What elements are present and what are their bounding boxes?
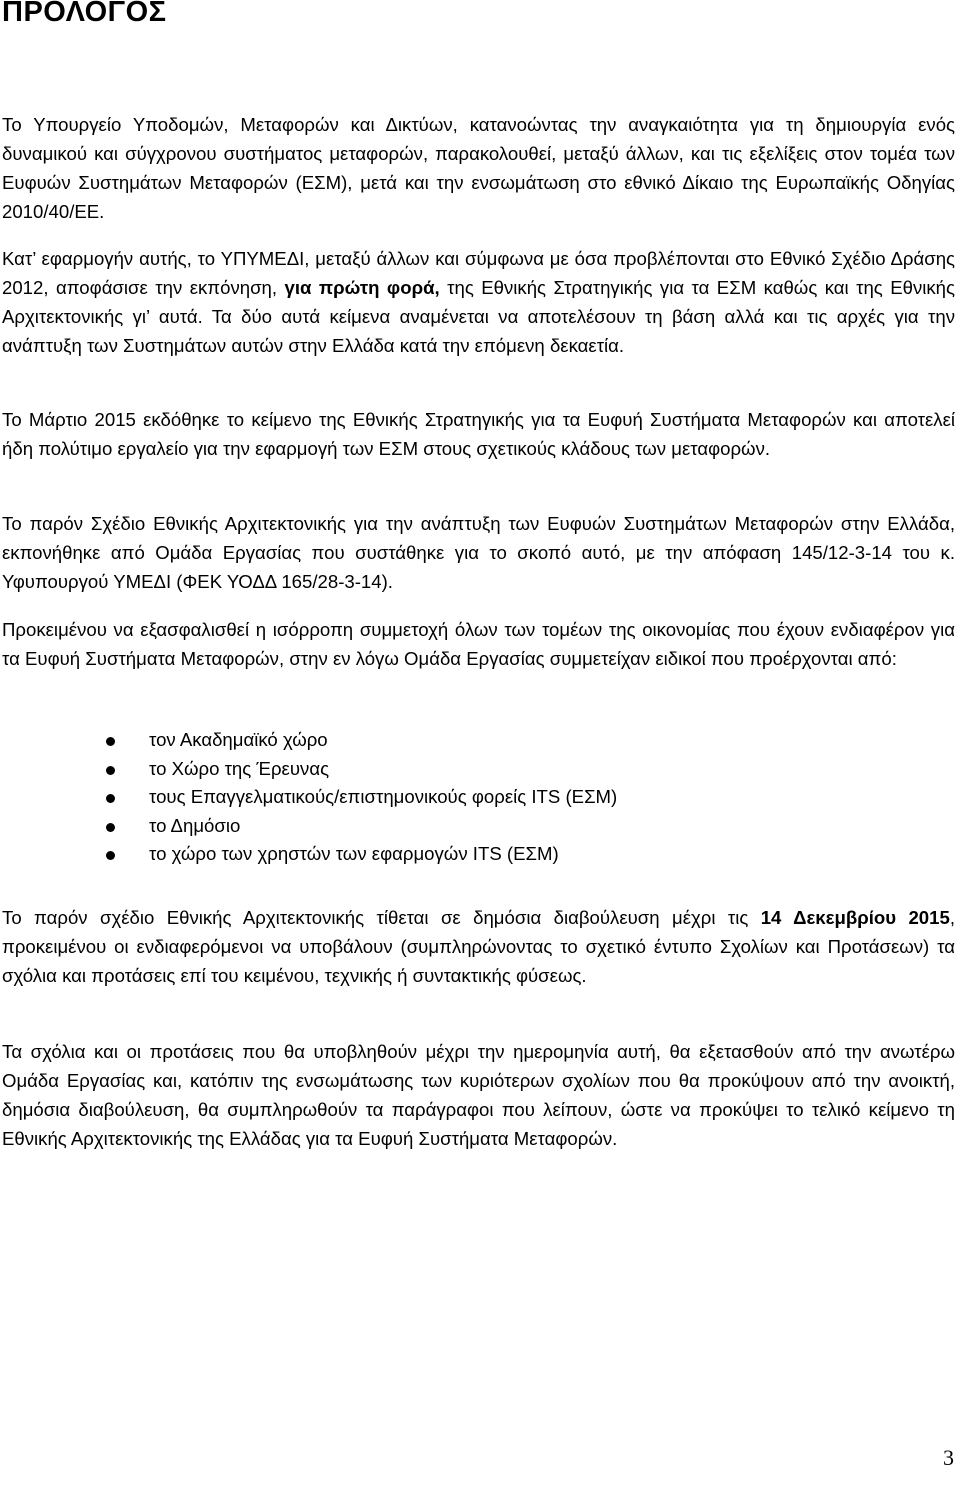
page-number: 3 (943, 1445, 954, 1470)
paragraph-participation: Προκειμένου να εξασφαλισθεί η ισόρροπη συμμετοχή όλων των τομέων της οικονομίας που έχουν ενδιαφέρον για τα Ευφυή Συστήματα Μεταφορών, στην εν λόγω Ομάδα Εργασίας συμμετείχαν ειδικοί που προέρχονται από: (2, 619, 955, 669)
paragraph-text: της Εθνικής Στρατηγικής για τα ΕΣΜ καθώς και της Εθνικής Αρχιτεκτονικής γι’ αυτά. Τα δύο αυτά κείμενα αναμένεται να αποτελέσουν τη βάση αλλά και τις αρχές για την ανάπτυξη των Συστημάτων αυτών στην Ελλάδα κατά την επόμενη δεκαετία. (2, 277, 955, 356)
paragraph-text: Κατ’ εφαρμογήν αυτής, το ΥΠΥΜΕΔΙ, μεταξύ άλλων και σύμφωνα με όσα προβλέπονται στο Εθνικό Σχέδιο Δράσης 2012, αποφάσισε την εκπόνηση, (2, 248, 955, 298)
list-item: τους Επαγγελματικούς/επιστημονικούς φορείς ITS (ΕΣΜ) (0, 783, 960, 812)
bullet-icon (106, 794, 115, 803)
bullet-icon (106, 823, 115, 832)
paragraph-working-group: Το παρόν Σχέδιο Εθνικής Αρχιτεκτονικής για την ανάπτυξη των Ευφυών Συστημάτων Μεταφορών στην Ελλάδα, εκπονήθηκε από Ομάδα Εργασίας που συστάθηκε για το σκοπό αυτό, με την απόφαση 145/12-3-14 του κ. Υφυπουργού ΥΜΕΔΙ (ΦΕΚ ΥΟΔΔ 165/28-3-14). (2, 513, 955, 592)
paragraph-next-steps: Τα σχόλια και οι προτάσεις που θα υποβληθούν μέχρι την ημερομηνία αυτή, θα εξετασθούν από την ανωτέρω Ομάδα Εργασίας και, κατόπιν της ενσωμάτωσης των κυριότερων σχολίων που θα προκύψουν από την ανοικτή, δημόσια διαβούλευση, θα συμπληρωθούν τα παράγραφοι που λείπουν, ώστε να προκύψει το τελικό κείμενο τη Εθνικής Αρχιτεκτονικής της Ελλάδας για τα Ευφυή Συστήματα Μεταφορών. (2, 1041, 955, 1149)
deadline-text: 14 Δεκεμβρίου 2015 (760, 907, 950, 928)
bullet-icon (106, 851, 115, 860)
paragraph-text: Το παρόν σχέδιο Εθνικής Αρχιτεκτονικής τίθεται σε δημόσια διαβούλευση μέχρι τις (2, 907, 761, 928)
bullet-icon (106, 737, 115, 746)
paragraph-consultation (2, 903, 955, 990)
paragraph-implementation (2, 244, 955, 360)
paragraph-intro: Το Υπουργείο Υποδομών, Μεταφορών και Δικτύων, κατανοώντας την αναγκαιότητα για τη δημιουργία ενός δυναμικού και σύγχρονου συστήματος μεταφορών, παρακολουθεί, μεταξύ άλλων, και τις εξελίξεις στον τομέα των Ευφυών Συστημάτων Μεταφορών (ΕΣΜ), μετά και την ενσωμάτωση στο εθνικό Δίκαιο της Ευρωπαϊκής Οδηγίας 2010/40/ΕΕ. (2, 114, 955, 222)
paragraph-strategy: Το Μάρτιο 2015 εκδόθηκε το κείμενο της Εθνικής Στρατηγικής για τα Ευφυή Συστήματα Μεταφορών και αποτελεί ήδη πολύτιμο εργαλείο για την εφαρμογή των ΕΣΜ στους σχετικούς κλάδους των μεταφορών. (2, 409, 955, 459)
emphasis-text: για πρώτη φορά, (284, 277, 440, 298)
list-item: τον Ακαδημαϊκό χώρο (0, 726, 960, 755)
list-item: το Δημόσιο (0, 812, 960, 841)
participants-list (0, 726, 960, 869)
bullet-icon (106, 766, 115, 775)
paragraph-text: , προκειμένου οι ενδιαφερόμενοι να υποβάλουν (συμπληρώνοντας το σχετικό έντυπο Σχολίων και Προτάσεων) τα σχόλια και προτάσεις επί του κειμένου, τεχνικής ή συντακτικής φύσεως. (2, 907, 955, 986)
list-item: το Χώρο της Έρευνας (0, 755, 960, 784)
list-item: το χώρο των χρηστών των εφαρμογών ITS (ΕΣΜ) (0, 840, 960, 869)
page-title: ΠΡΟΛΟΓΟΣ (2, 0, 167, 28)
